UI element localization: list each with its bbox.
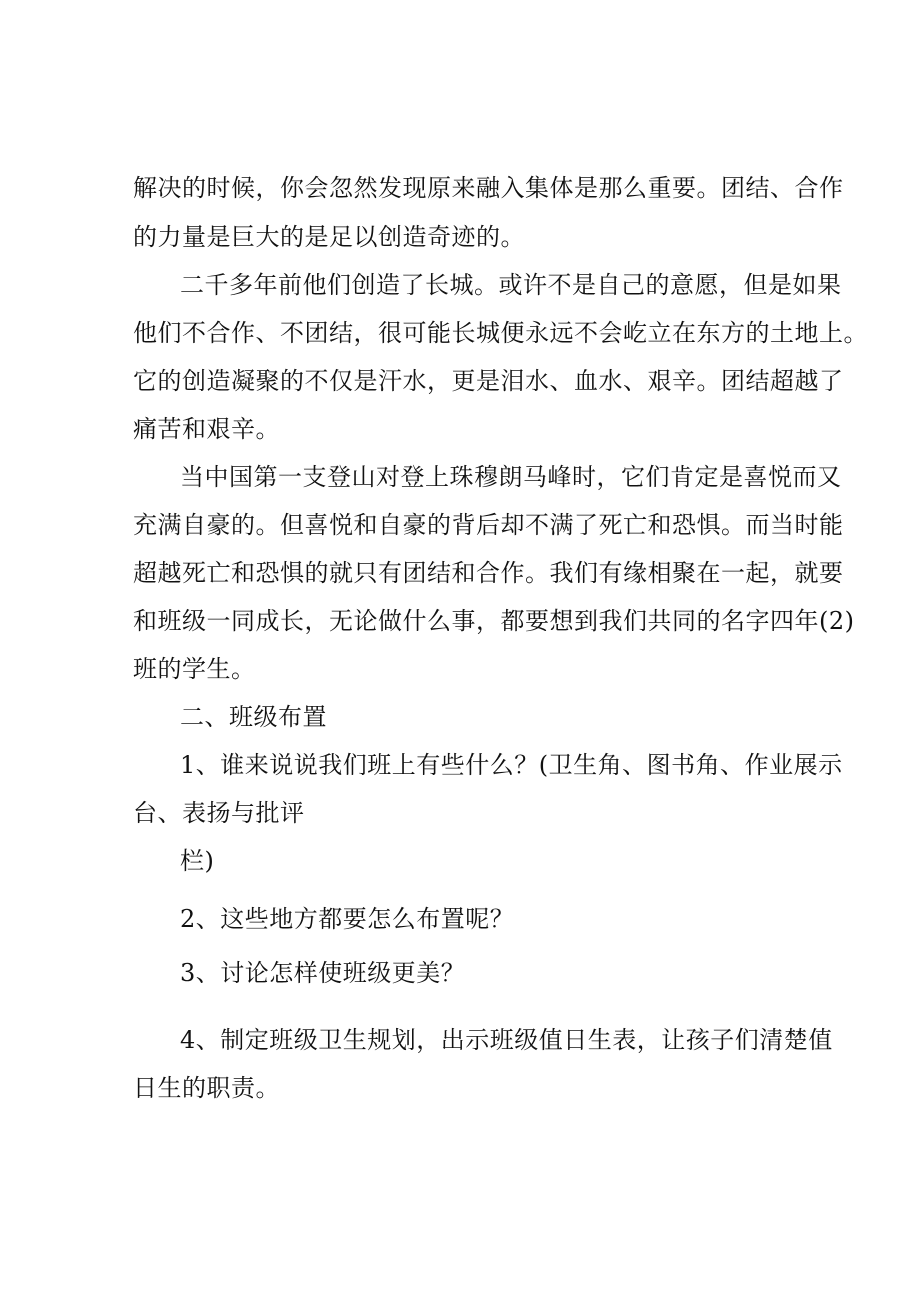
list-item-continuation: 栏) (180, 847, 215, 875)
list-item: 4、制定班级卫生规划，出示班级值日生表，让孩子们清楚值 (180, 1026, 833, 1054)
paragraph-line: 的力量是巨大的是足以创造奇迹的。 (133, 223, 525, 251)
paragraph-line: 充满自豪的。但喜悦和自豪的背后却不满了死亡和恐惧。而当时能 (133, 511, 844, 539)
paragraph-line: 它的创造凝聚的不仅是汗水，更是泪水、血水、艰辛。团结超越了 (133, 367, 844, 395)
paragraph-line: 他们不合作、不团结，很可能长城便永远不会屹立在东方的土地上。 (133, 319, 868, 347)
paragraph-line: 解决的时候，你会忽然发现原来融入集体是那么重要。团结、合作 (133, 174, 844, 202)
paragraph-line: 超越死亡和恐惧的就只有团结和合作。我们有缘相聚在一起，就要 (133, 559, 844, 587)
paragraph-line: 当中国第一支登山对登上珠穆朗马峰时，它们肯定是喜悦而又 (180, 463, 842, 491)
list-item: 1、谁来说说我们班上有些什么？(卫生角、图书角、作业展示 (180, 751, 843, 779)
list-item: 2、这些地方都要怎么布置呢？ (180, 905, 515, 933)
section-heading: 二、班级布置 (180, 703, 327, 731)
paragraph-line: 痛苦和艰辛。 (133, 415, 280, 443)
paragraph-line: 班的学生。 (133, 655, 256, 683)
list-item-continuation: 日生的职责。 (133, 1074, 280, 1102)
paragraph-line: 二千多年前他们创造了长城。或许不是自己的意愿，但是如果 (180, 271, 842, 299)
list-item: 3、讨论怎样使班级更美？ (180, 959, 466, 987)
list-item-continuation: 台、表扬与批评 (133, 799, 305, 827)
paragraph-line: 和班级一同成长，无论做什么事，都要想到我们共同的名字四年(2) (133, 607, 855, 635)
